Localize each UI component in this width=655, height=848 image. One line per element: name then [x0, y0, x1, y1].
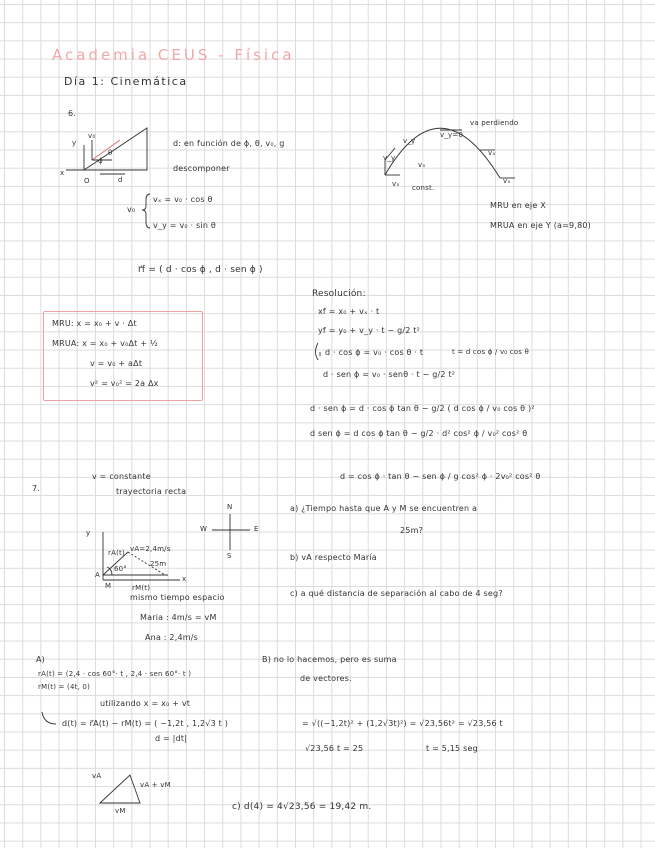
rf-vector: r⃗f = ( d · cos ϕ , d · sen ϕ ): [138, 265, 263, 275]
rm-position: rM(t) = (4t, 0): [38, 683, 91, 691]
fig-y-label: y: [72, 139, 77, 147]
ra-position: rA(t) = (2,4 · cos 60°· t , 2,4 · sen 60°· t ): [38, 670, 192, 678]
resolution-title: Resolución:: [312, 289, 366, 299]
question-b: b) vA respecto María: [290, 553, 377, 562]
p6-decompose: descomponer: [173, 164, 230, 173]
page-title: Academia CEUS - Física: [52, 46, 295, 64]
distance-def: d = |dt|: [155, 734, 188, 743]
vo-symbol: v₀: [127, 205, 136, 214]
time-result: t = 5,15 seg: [426, 744, 478, 753]
question-c: c) a qué distancia de separación al cabo de 4 seg?: [290, 589, 503, 598]
tri-va: vA: [92, 772, 102, 780]
day-subtitle: Día 1: Cinemática: [64, 75, 188, 88]
vo-x-component: vₓ = v₀ · cos θ: [153, 195, 213, 204]
fig7-m: M: [105, 582, 112, 590]
fig7-va: vA=2,4m/s: [130, 545, 171, 553]
using-formula: utilizando x = x₀ + vt: [100, 699, 191, 708]
problem-6-number: 6.: [68, 109, 77, 118]
res-yf: yf = y₀ + v_y · t − g/2 t²: [318, 326, 421, 335]
traj-vx-start: vₓ: [392, 180, 400, 188]
compass-n: N: [227, 503, 233, 511]
traj-vy0: v_y=0: [440, 131, 464, 139]
fig-theta-label: θ: [108, 149, 113, 157]
res-final: d = cos ϕ · tan θ − sen ϕ / g cos² ϕ · 2v₀² cos² θ: [340, 472, 541, 481]
question-a-cont: 25m?: [400, 526, 424, 535]
note-ana: Ana : 2,4m/s: [145, 633, 199, 642]
formula-mru: MRU: x = x₀ + v · Δt: [52, 319, 137, 328]
p6-statement: d: en función de ϕ, θ, v₀, g: [173, 139, 285, 148]
fig-x-label: x: [60, 169, 65, 177]
tri-sum: vA + vM: [140, 781, 171, 789]
compass-e: E: [254, 525, 259, 533]
traj-vx-end: vₓ: [503, 177, 511, 185]
problem-7-number: 7.: [32, 484, 41, 493]
question-a: a) ¿Tiempo hasta que A y M se encuentren a: [290, 504, 478, 513]
fig-vo-label: v₀: [88, 132, 96, 140]
fig7-a: A: [95, 571, 100, 579]
traj-peak-note: va perdiendo: [470, 119, 519, 127]
fig7-x: x: [182, 575, 187, 583]
answer-a-label: A): [36, 655, 45, 664]
fig-o-label: O: [84, 177, 90, 185]
mru-axis-note: MRU en eje X: [490, 201, 546, 210]
formula-mrua: MRUA: x = x₀ + v₀Δt + ½: [52, 339, 158, 348]
res-t-eq: t = d cos ϕ / v₀ cos θ: [452, 348, 530, 356]
time-equation: √23,56 t = 25: [305, 744, 364, 753]
p7-given-trajectory: trayectoria recta: [116, 487, 187, 496]
distance-magnitude-eq: = √((−1,2t)² + (1,2√3t)²) = √23,56t² = √23,56 t: [302, 719, 503, 728]
note-same-time: mismo tiempo espacio: [130, 593, 225, 602]
compass-lines: [212, 514, 250, 550]
traj-const: const.: [412, 184, 435, 192]
tri-vm: vM: [115, 807, 126, 815]
res-xf: xf = x₀ + vₓ · t: [318, 307, 380, 316]
compass-w: W: [200, 525, 208, 533]
res-y-eq: d · sen ϕ = v₀ · senθ · t − g/2 t²: [323, 370, 456, 379]
traj-vy-left: v_y: [383, 154, 396, 162]
traj-vx-mid: vₓ: [418, 161, 426, 169]
formula-velocity: v = v₀ + aΔt: [90, 359, 143, 368]
fig7-rm: rM(t): [132, 584, 151, 592]
answer-b: B) no lo hacemos, pero es suma: [262, 655, 397, 664]
fig-d-label: d: [118, 176, 123, 184]
res-subst: d · sen ϕ = d · cos ϕ tan θ − g/2 ( d cos ϕ / v₀ cos θ )²: [310, 404, 535, 413]
vector-triangle: [100, 775, 140, 803]
fig7-y: y: [86, 529, 91, 537]
incline-figure: [66, 128, 147, 174]
vo-y-component: v_y = v₀ · sin θ: [153, 221, 216, 230]
traj-vx-right: vₓ: [488, 149, 496, 157]
res-x-eq: d · cos ϕ = v₀ · cos θ · t: [325, 348, 424, 357]
note-maria: Maria : 4m/s = vM: [140, 613, 217, 622]
fig7-angle: 60°: [114, 565, 128, 573]
res-simplify: d sen ϕ = d cos ϕ tan θ − g/2 · d² cos² ϕ / v₀² cos² θ: [310, 429, 528, 438]
mruv-axis-note: MRUA en eje Y (a=9,80): [490, 221, 591, 230]
answer-c: c) d(4) = 4√23,56 = 19,42 m.: [232, 802, 372, 812]
compass-s: S: [227, 552, 232, 560]
answer-b-cont: de vectores.: [300, 674, 352, 683]
fig7-ra: rA(t): [108, 549, 125, 557]
traj-vy-top: v_y: [403, 137, 416, 145]
fig7-distance: 25m: [150, 560, 167, 568]
fig-phi-label: ϕ: [98, 157, 103, 165]
formula-torricelli: v² = v₀² = 2a Δx: [90, 379, 159, 388]
distance-vector-eq: d(t) = r⃗A(t) − rM(t) = ( −1,2t , 1,2√3 t ): [62, 719, 229, 728]
p7-given-velocity: v = constante: [92, 472, 151, 481]
